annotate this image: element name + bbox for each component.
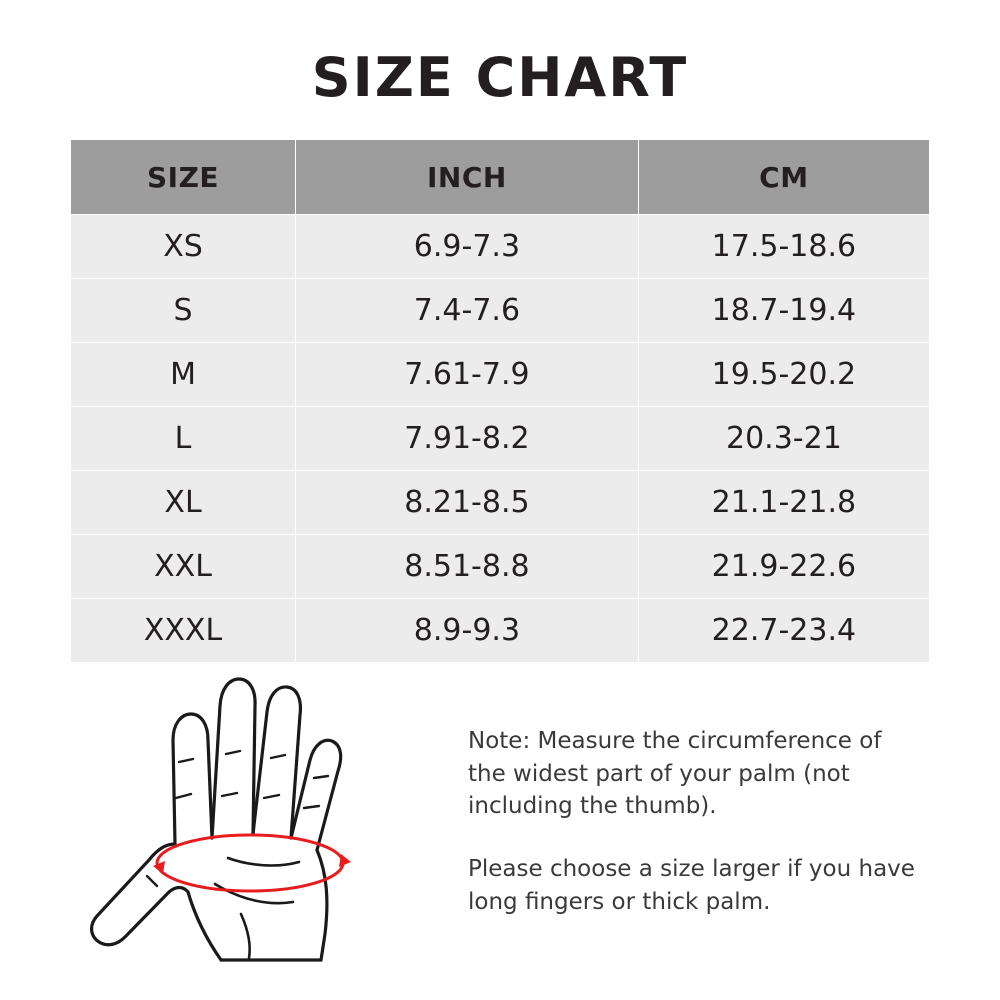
table-row <box>71 279 930 343</box>
notes-section <box>468 725 920 918</box>
note-size-recommendation: Please choose a size larger if you have long fingers or thick palm. <box>468 855 915 915</box>
cell-size: XL <box>71 471 296 535</box>
table-row <box>71 535 930 599</box>
cell-inch: 8.51-8.8 <box>296 535 639 599</box>
cell-inch: 7.61-7.9 <box>296 343 639 407</box>
cell-inch: 7.91-8.2 <box>296 407 639 471</box>
cell-cm: 21.1-21.8 <box>638 471 929 535</box>
page-title: SIZE CHART <box>311 46 689 109</box>
cell-cm: 19.5-20.2 <box>638 343 929 407</box>
hand-measurement-diagram <box>45 648 445 968</box>
column-header-inch: INCH <box>296 140 639 215</box>
note-measure-instruction: Note: Measure the circumference of the widest part of your palm (not including the thumb). <box>468 728 882 820</box>
table-row <box>71 343 930 407</box>
column-header-cm: CM <box>638 140 929 215</box>
table-row <box>71 215 930 279</box>
cell-cm: 20.3-21 <box>638 407 929 471</box>
column-header-size: SIZE <box>71 140 296 215</box>
cell-size: M <box>71 343 296 407</box>
cell-inch: 8.9-9.3 <box>296 599 639 663</box>
size-chart-table <box>70 139 930 663</box>
cell-size: S <box>71 279 296 343</box>
cell-cm: 21.9-22.6 <box>638 535 929 599</box>
cell-cm: 22.7-23.4 <box>638 599 929 663</box>
table-row <box>71 407 930 471</box>
table-row <box>71 471 930 535</box>
cell-size: XXXL <box>71 599 296 663</box>
cell-size: XXL <box>71 535 296 599</box>
cell-size: XS <box>71 215 296 279</box>
cell-inch: 6.9-7.3 <box>296 215 639 279</box>
cell-inch: 8.21-8.5 <box>296 471 639 535</box>
table-body <box>71 215 930 663</box>
cell-size: L <box>71 407 296 471</box>
table-header-row <box>71 140 930 215</box>
table-header <box>71 140 930 215</box>
hand-icon <box>45 648 445 968</box>
cell-inch: 7.4-7.6 <box>296 279 639 343</box>
cell-cm: 18.7-19.4 <box>638 279 929 343</box>
cell-cm: 17.5-18.6 <box>638 215 929 279</box>
